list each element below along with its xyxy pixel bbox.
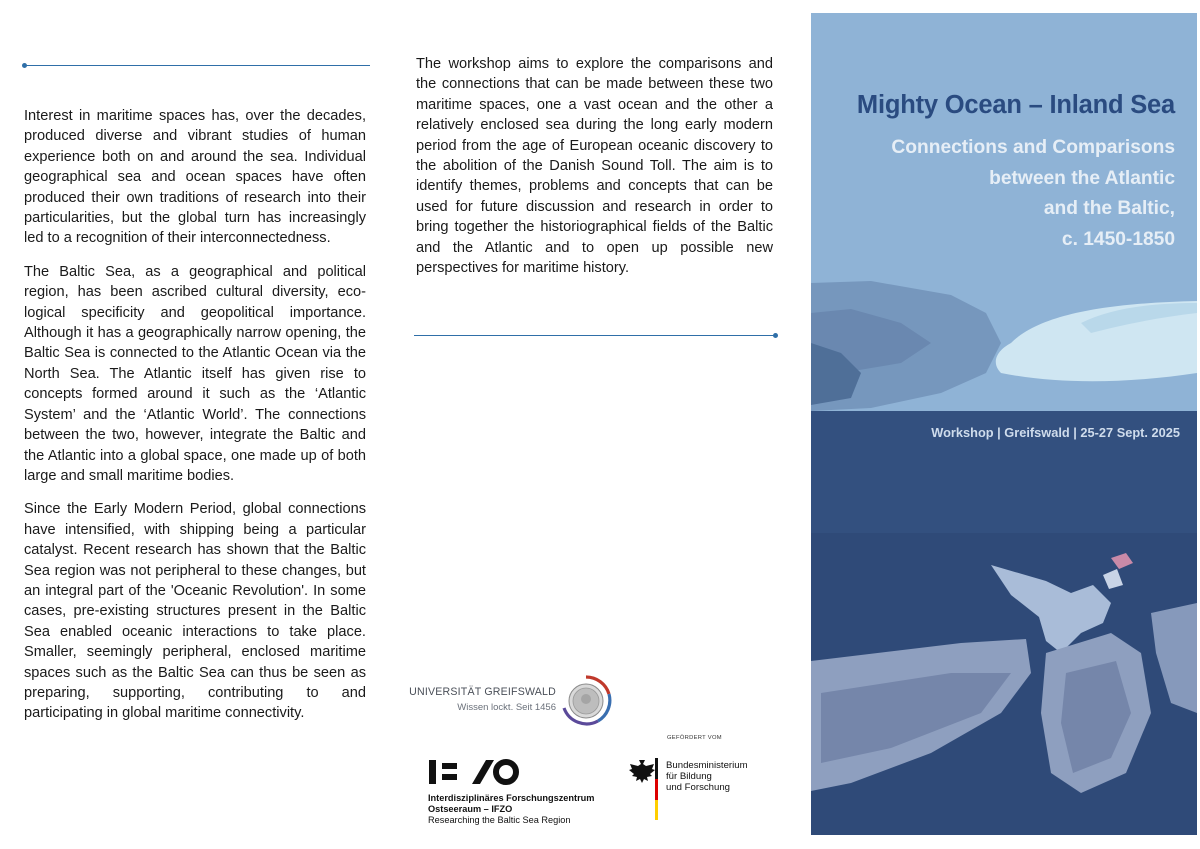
ifzo-logo: [428, 757, 628, 826]
university-seal-icon: [560, 674, 612, 728]
ifzo-mark-icon: [428, 757, 520, 787]
subtitle-line: and the Baltic,: [1043, 198, 1175, 219]
funded-by-label: GEFÖRDERT VOM: [667, 735, 722, 741]
federal-eagle-icon: [628, 758, 658, 820]
paragraph-maritime-spaces: Interest in maritime spaces has, over the decades, produced diverse and vibrant studies of human experience both on and around the sea. Individual geographical sea and ocean spaces have often produced their own traditions of research into their particularities, but the global turn has increasingly led to a recognition of their interconnectedness.: [24, 108, 366, 247]
bmbf-line3: und Forschung: [666, 782, 730, 794]
mid-rule: [414, 335, 776, 336]
subtitle-line: Connections and Comparisons: [891, 137, 1175, 158]
ifzo-tagline: Researching the Baltic Sea Region: [428, 815, 571, 825]
cover-title: Mighty Ocean – Inland Sea: [856, 91, 1175, 119]
top-rule-left: [24, 65, 370, 66]
bmbf-name: [666, 760, 748, 794]
subtitle-line: c. 1450-1850: [1061, 228, 1175, 250]
ifzo-name-line1: Interdisziplinäres Forschungszentrum: [428, 793, 595, 803]
subtitle-line: between the Atlantic: [989, 167, 1175, 189]
rule-dot: [22, 63, 27, 68]
cover-subtitle: [815, 133, 1175, 255]
paragraph-workshop-aims: The workshop aims to explore the comparisons and the connections that can be made between these two maritime spaces, one a vast ocean and the other a relatively enclosed sea during the long early modern period from the age of European oceanic discovery to the abolition of the Danish Sound Toll. The aim is to identify themes, problems and concepts that can be used for future discussion and research in order to bring together the historiographical fields of the Baltic and the Atlantic and to open up possible new perspectives for maritime history.: [416, 56, 773, 277]
paragraph-early-modern: Since the Early Modern Period, global connections have intensified, with shipping being a particular catalyst. Recent research has shown that the Baltic Sea region was not peripheral to these changes, but an integral part of the 'Oceanic Revolution'. In some cases, pre-existing structures present in the Baltic Sea enabled oceanic interactions to take place. Smaller, seemingly peripheral, enclosed maritime spaces such as the Baltic Sea can thus be seen as preparing, supporting, contributing to and participating in global maritime connectivity.: [24, 501, 366, 722]
ifzo-name-line2: Ostseeraum – IFZO: [428, 804, 513, 814]
event-details: Workshop | Greifswald | 25-27 Sept. 2025: [931, 425, 1180, 440]
bmbf-logo: [628, 758, 768, 820]
aims-column: [416, 54, 773, 291]
rule-dot: [773, 333, 778, 338]
bmbf-line1: Bundesministerium: [666, 760, 748, 771]
university-name: UNIVERSITÄT GREIFSWALD: [409, 686, 556, 698]
cover-panel: [811, 13, 1197, 835]
paragraph-baltic-sea: The Baltic Sea, as a geographical and political region, has been ascribed cultural diversity, ecological specificity and geopolitical importance. Although it has a geographically narrow opening, the Baltic Sea is connected to the Atlantic Ocean via the North Sea. The Atlantic itself has given rise to concepts formed around it such as the ‘Atlantic System’ and the ‘Atlantic World’. The connections between the two, however, integrate the Baltic and the Atlantic into a global space, one made up of both large and small maritime bodies.: [24, 263, 366, 484]
bmbf-line2: für Bildung: [666, 771, 712, 783]
university-greifswald-logo: [409, 674, 618, 730]
intro-column: [24, 106, 366, 737]
university-motto: Wissen lockt. Seit 1456: [457, 702, 556, 713]
